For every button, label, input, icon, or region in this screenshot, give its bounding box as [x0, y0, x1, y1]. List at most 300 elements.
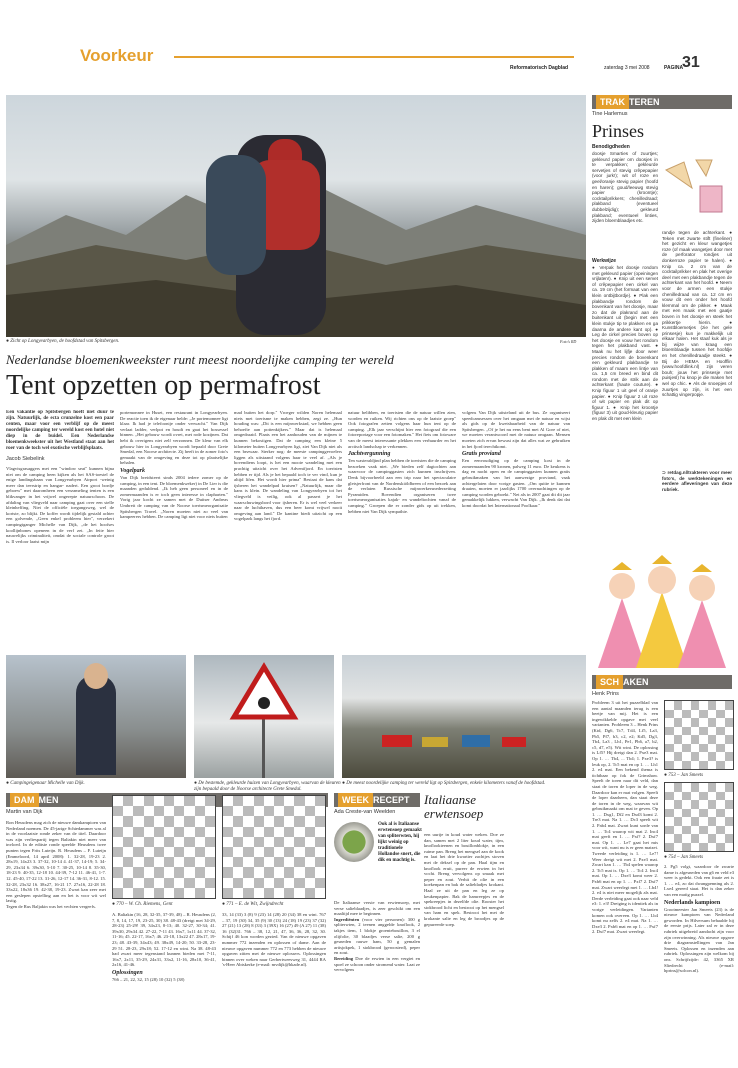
board-square: [133, 816, 143, 826]
board-square: [708, 752, 717, 761]
board-square: [691, 718, 700, 727]
board-square: [699, 718, 708, 727]
board-square: [665, 735, 674, 744]
board-square: [716, 817, 725, 826]
dammen-text-2: Tegen de Rus Baljakin was het vechten vergeefs.: [6, 903, 96, 909]
board-square: [184, 827, 194, 837]
board-square: [133, 867, 143, 877]
weekrecept-intro: De Italiaanse versie van erwtensoep, met verse salieblaadjes, is zeer geschikt om een maaltijd mee te beginnen.: [334, 900, 420, 917]
benodigdheden-text: doosje Smarties of zuurtjes; gekleurd papier om doosjes in te verpakken; gekleurde servetjes of stevig crêpepapier (voor jurk!); wit of roze en geel/oranje stevig papier (hoofd en haren); goud/leeuwg stevig papier (kroontje); cocktailprikkers; chenilledraad; plakband (eventueel dubbelzijdig); gekleurd plakband; eventueel linties, zijden bloemblaadjes etc.: [592, 151, 658, 224]
article-body-4b: Ten wasteraldjind plan hebben de toeristen die de camping bezoeken vaak niet. „We bieden zelf dagtochten aan waarvoor de campinggasten zich kunnen inschrijven. Denk bijvoorbeeld aan een trip naar het spectaculaire gletsjerfront van de Nordenskiöldbreen of een bezoek aan de verlaten Russische mijnwerkersnederzetting Pyramiden. Bovendien organiseren twee toerismeorganisaties kajak- en wandeltochten vanaf de camping." Groepen die er zonder gids op uit trekken, hebben niet Van Dijk sympathie.: [348, 458, 456, 514]
board-square: [691, 735, 700, 744]
board-square: [133, 878, 143, 888]
board-square: [305, 796, 315, 806]
board-square: [154, 796, 164, 806]
board-square: [233, 816, 243, 826]
board-square: [315, 816, 325, 826]
board-square: [315, 827, 325, 837]
board-square: [223, 888, 233, 898]
board-square: [699, 834, 708, 843]
board-square: [174, 837, 184, 847]
board-square: [305, 827, 315, 837]
board-square: [164, 806, 174, 816]
dammen-header: DAM MEN: [6, 793, 328, 807]
board-square: [674, 826, 683, 835]
board-square: [133, 837, 143, 847]
board-square: [254, 867, 264, 877]
board-square: [716, 744, 725, 753]
board-square: [233, 847, 243, 857]
board-square: [144, 806, 154, 816]
board-square: [716, 800, 725, 809]
trakteren-link[interactable]: ⊃ retdag.nl/trakteren voor meer foto's, de werktekeningen en eerdere afleveringen van deze rubriek.: [662, 470, 732, 492]
board-square: [315, 888, 325, 898]
board-square: [113, 867, 123, 877]
board-square: [725, 735, 734, 744]
board-square: [294, 878, 304, 888]
draughts-diagram-2-label: ● 771 – E. de Wit, Zwijndrecht: [222, 902, 284, 907]
board-square: [223, 878, 233, 888]
board-square: [691, 809, 700, 818]
board-square: [184, 867, 194, 877]
board-square: [164, 816, 174, 826]
werkwijze-text-2: randje tegen de achterkant. ● Teken met zwarte stift (fineliner) het gezicht en kleur wangetjes roze (of maak wangetjes door met de perforator rondjes uit donkerroze papier te halen). ● Knip ca. 2 cm van de cocktailprikker en plak het overige deel met een plakbandje tegen de achterkant van het hoofd. ● Neem voor de armen een stukje chenilledraad van ca. 12 cm en vouw dit een onder het hoofd klemmal om de pikker. ● Maak met een maak met een gaatje boven in het doosje en steek het prikkertje hierin. ● Kunstbloemetjes (zie het gele prinsesje) kun je makkelijk uit elkaar halen. Het staaf kuk als je bij wijze van kraag een bloemblaadje tussen het hoofdje en het chenilledraadje steekt. ● Bij de HEMA en Hoofflin (www.hoofdlink.nl) zijn veren bouh; jouw het prinsesje met puisjesl) hu knop je die maken het wel op chic. ● Als de snoepjes of zuurtjes op zijn, is het een schattig vingerpopje.: [662, 230, 732, 398]
board-square: [708, 843, 717, 852]
board-square: [164, 878, 174, 888]
board-square: [274, 888, 284, 898]
board-square: [674, 834, 683, 843]
board-square: [113, 857, 123, 867]
board-square: [682, 843, 691, 852]
board-square: [682, 817, 691, 826]
board-square: [164, 837, 174, 847]
board-square: [294, 847, 304, 857]
board-square: [233, 837, 243, 847]
board-square: [223, 796, 233, 806]
board-square: [144, 847, 154, 857]
article-headline: Tent opzetten op permafrost: [6, 370, 321, 401]
board-square: [205, 816, 215, 826]
board-square: [254, 827, 264, 837]
board-square: [682, 718, 691, 727]
board-square: [144, 837, 154, 847]
board-square: [682, 809, 691, 818]
board-square: [716, 809, 725, 818]
board-square: [665, 701, 674, 710]
board-square: [691, 783, 700, 792]
board-square: [243, 888, 253, 898]
board-square: [691, 826, 700, 835]
board-square: [674, 752, 683, 761]
board-square: [674, 718, 683, 727]
board-square: [708, 727, 717, 736]
board-square: [154, 816, 164, 826]
board-square: [665, 761, 674, 770]
board-square: [284, 867, 294, 877]
board-square: [725, 843, 734, 852]
board-square: [233, 857, 243, 867]
subhead-jacht: Jachtvergunning: [348, 451, 391, 458]
board-square: [708, 744, 717, 753]
article-col-4: [348, 410, 456, 650]
board-square: [184, 878, 194, 888]
board-square: [164, 857, 174, 867]
board-square: [665, 727, 674, 736]
board-square: [154, 867, 164, 877]
trakteren-header: TRAK TEREN: [592, 95, 732, 109]
board-square: [682, 826, 691, 835]
bereiding-head: Bereiding: [334, 955, 354, 961]
board-square: [243, 827, 253, 837]
board-square: [708, 783, 717, 792]
board-square: [725, 783, 734, 792]
board-square: [682, 701, 691, 710]
trakteren-author: Tine Harlemus: [592, 111, 628, 117]
board-square: [113, 878, 123, 888]
board-square: [274, 816, 284, 826]
board-square: [674, 792, 683, 801]
board-square: [674, 744, 683, 753]
board-square: [184, 796, 194, 806]
board-square: [284, 847, 294, 857]
board-square: [716, 834, 725, 843]
article-body-1: Vlagvisgrasaggers met een "window seat" kunnen bijna niet om de camping heen kijken als het SAS-toestel de enige landingsbaan van Longyearbyen Airport -weinig meer dan teerstrip en hangar- nadert. Een groot bordje geboew" met daaromheen een verzameling tenten is een blikvanger in het vrijwel ongerepte natuurschoon. De afdaling van vliegveld naar camping gaat over een stelle kleinheffing. Niet de officiële toegangsweg, wel de kortste, zo blijkt. De koffer wordt tijdelijk gestald achter een golvende, „Geen enkel probleem hier", verzekert campingiganger Michelle van Dijk, „de het hoofses koollijnbones openeen in de verf zet. „In feite hier nauwelijks criminaliteit, omdat de sociale controle groot is. Il verloor laatst mijn: [6, 466, 114, 544]
board-square: [674, 817, 683, 826]
board-square: [223, 816, 233, 826]
board-square: [205, 867, 215, 877]
board-square: [708, 761, 717, 770]
trakteren-title: Prinses: [592, 121, 645, 141]
board-square: [144, 857, 154, 867]
board-square: [243, 847, 253, 857]
board-square: [674, 783, 683, 792]
board-square: [184, 857, 194, 867]
board-square: [223, 857, 233, 867]
article-col-3: mad buiten het dorp." Vroeger wilden Noren helemaal niets met toerisme te maken hebben, zegt ze. „Hun houding was: „Dit is een mijnwerkstad, we hebben geen behoefte aan pottenkijkers." Maar dat is helemaal omgedraaid. Plaats een het aanhouden van de mijnen te kunnen bekostigen. Dat de camping een kleine 5 kilometer buiten Longyearbyen ligt, ziet Van Dijk niet als een bezwaar. Sterker nog: de meeste campinggevoelers liggen als uitstaand volgens haar te veel af. „Als je bovendiens loopt, is het een mooie wandeling met een prachtig uitzicht over het Adventfjord. En toeristen hebben er tijd. Als je het bepaald toch te ver vind, kun je altijd lifen. Het wordt hier prima" Bestaat de kans dat ijsberen het wandelpad kruisen? „Natuurlijk, maar die kans is klein. De wandeling van Longyearbyen tot het vliegveld is veilig, ook al passert je het waarschuwingsbord voor ijsberen. Er is wel veel verkeer naar de luchthaven, dus een beer komt vrijwel nooit omgeving aan land." De kantine biedt uitzicht op een vogelpark langs het fjord.: [234, 410, 342, 522]
board-square: [699, 792, 708, 801]
dammen-author: Martin van Dijk: [6, 809, 43, 815]
chess-diagram-1: [664, 700, 734, 770]
board-square: [274, 827, 284, 837]
board-square: [243, 867, 253, 877]
board-square: [691, 834, 700, 843]
dammen-col-1: [6, 820, 106, 1065]
board-square: [725, 826, 734, 835]
board-square: [144, 816, 154, 826]
board-square: [164, 827, 174, 837]
board-square: [195, 867, 205, 877]
board-square: [682, 761, 691, 770]
board-square: [223, 806, 233, 816]
board-square: [305, 837, 315, 847]
board-square: [294, 806, 304, 816]
board-square: [154, 837, 164, 847]
board-square: [123, 816, 133, 826]
board-square: [682, 727, 691, 736]
board-square: [305, 847, 315, 857]
dammen-col-2: [112, 912, 216, 1065]
board-square: [674, 809, 683, 818]
main-photo: [6, 95, 586, 337]
board-square: [205, 837, 215, 847]
board-square: [716, 735, 725, 744]
article-body-2: portemonnee in Huset, een restaurant in Longyearbyen. De reactie toen ik de eigenaar belde: „Je portemonnee ligt klaar. Ik had je telefoonije onder verwacht." Van Dijk verlaat ladder, verlpot en houdt en gaat het bossessel binnen. „Het gebouw wordt ovret, met rode kozijnen. Dat hebt ik overigens niet zelf verzonnen. De kleur van elk gebouw hier in Longyearbyen wordt bepaald door Grete Smedal, een Noorse architecte. Zij heeft in de zomer foto's gemaakt van de omgeving en deze tot op plaatselijke behalen.: [120, 410, 228, 466]
board-square: [223, 827, 233, 837]
board-square: [284, 878, 294, 888]
weekrecept-header: WEEK RECEPT: [334, 793, 420, 807]
board-square: [264, 867, 274, 877]
board-square: [274, 847, 284, 857]
board-square: [682, 752, 691, 761]
schaken-text-3: Grootmeester Jan Smeets (23) is de nieuwe kampioen van Nederland geworden. In Hilversum behaalde hij de eerste prijs. Later zal er in deze rubriek uitgebreid aandacht zijn voor zijn overwinning. Als nieuwe opgave drie diagramstellingen van Jan Smeets. Oplossen en inzenden aan rubriek. Oplossingen zijn welkom bij ons. Schrijfzijde: 42, 3365 XR Sliedrecht (e-mail: hprins@solcon.nl).: [664, 906, 734, 974]
board-square: [294, 857, 304, 867]
board-square: [154, 827, 164, 837]
board-square: [254, 878, 264, 888]
board-square: [195, 847, 205, 857]
board-square: [708, 735, 717, 744]
board-square: [154, 806, 164, 816]
newspaper-name: Reformatorisch Dagblad: [510, 65, 569, 71]
board-square: [243, 878, 253, 888]
board-square: [174, 867, 184, 877]
dammen-text: Ron Heusdens mag zich de nieuwe damkampioen van Nederland noemen. De 45-jarige Schiedammer was al in de voorlaatste ronde zeker van de titel. Daardoor was zijn verliespartij tegen Baliakin niet meer van invloed. In de editste ronde speelde Heusdens twee punten tegen Frits Luteijn. R. Heusdens – F. Luteijn (Emmeloord, 14 april 2008): 1. 32-28, 19-23 2. 28x19, 14x23 3. 37-32, 10-14 4. 41-37, 14-19; 5. 34-29, 23x34 6. 39x30, 5-10 7. 30-25, 10-14 8. 35-30, 18-23 9. 40-35, 12-18 10. 44-39, 7-12 11. 46-41, 1-7. 12. 45-40, 17-22 13. 31-26, 12-17 14. 36-31, 8-12. 15. 32-28, 23x32 16. 38x27, 16-21 17. 27x16, 22-28 18. 33x22, 18x36 19. 42-38, 19-23. Zwart kan zeer met een geslepen opstelling aan en het is voor wit wel lastig.: [6, 820, 106, 904]
board-square: [682, 792, 691, 801]
dammen-col-3: 33, 14 (33) 3 (8) 9 (23) 14 (28) 20 (34) 38 en wint. 767 – 37, 19 (30) 34, 35 (9) 30 (13) 24 (18) 19 (23) 37 (32) 27 (21) 13 (28) 8 (33) 3 (39X) 16 (27) 49 (A 27) 11 (38) 16 (32)31. 766 – 38, 12, 21, 47, 36, 36, 28, 32, 30. Schijf 46 kon worden gezied. Van de nieuwe opgaven nummer 772 inzenden en oplossen of dame. Aan de nieuwe opgaven nummer 772 en 773 hebben de nieuwe opgaven zitten met de nieuwe oplossers. Oplossingen binnen over weken naar Gerbertweesweg 31, 4444 RA 's-Heer Abtskerke (e-mail: mvdijk@hkade.nl).: [222, 912, 326, 968]
board-square: [699, 744, 708, 753]
board-square: [708, 718, 717, 727]
article-col-1: [6, 410, 114, 650]
warning-sign-icon: [194, 655, 334, 778]
board-square: [665, 809, 674, 818]
board-square: [174, 806, 184, 816]
board-square: [174, 847, 184, 857]
board-square: [264, 796, 274, 806]
board-square: [243, 816, 253, 826]
board-square: [123, 888, 133, 898]
ingredienten-head: Ingrediënten: [334, 916, 360, 922]
board-square: [254, 816, 264, 826]
schaken-author: Henk Prins: [592, 691, 619, 697]
board-square: [264, 806, 274, 816]
subhead-oplossingen: Oplossingen: [112, 969, 143, 976]
board-square: [294, 796, 304, 806]
board-square: [691, 792, 700, 801]
article-col-2: [120, 410, 228, 650]
board-square: [284, 816, 294, 826]
photo-sign: [194, 655, 334, 778]
board-square: [254, 806, 264, 816]
board-square: [315, 806, 325, 816]
mountain-landscape-image: [6, 95, 586, 337]
page-number: 31: [682, 54, 700, 71]
board-square: [133, 847, 143, 857]
werkwijze-text: ● Verpak het doosje rondom met gekleurd papier (opeiningen vrijlaten!). ● Knip uit een servet of crêpepapier een cirkel van ca. 19 cm (het formaat van een klein ontbijtbordje). ● Plak een plakbandje rondom de bovenkant van het doosje, maar zo dat de plakrand aan de buitenkant uit (begin met een klein stukje tip te plakken en ga daarna de andere kant op). ● Leg de cirkel precies boven op het doosje en vouw het rondom tegen het plakband vast. ● Maak nu het lijfje door weer precies rondom de bovenkant een gekleurd plakbandje te plakken of maam een lintje van ca. 1,5 cm breed en bind dit rondom met de strik aan de achterkant (haute couture). ● Knip figuur 1 uit geel of oranje papier. ● Knip figuur 2 uit roze of wit papier en plak dit op figuur 1. ● Knip het kroontje (figuur 3) uit goud-kleurig papier en plak dit met een klein: [592, 265, 658, 422]
board-square: [274, 837, 284, 847]
board-square: [665, 826, 674, 835]
board-square: [665, 752, 674, 761]
board-square: [665, 792, 674, 801]
board-square: [725, 727, 734, 736]
board-square: [133, 827, 143, 837]
board-square: [133, 806, 143, 816]
board-square: [254, 888, 264, 898]
chess-diagram-2-label: ● 754 – Jan Smeets: [664, 855, 704, 860]
board-square: [133, 888, 143, 898]
board-square: [113, 827, 123, 837]
photo-caption-3: ● De meest noordelijke camping ter wereld ligt op Spitsbergen, enkele kilometers vanaf de hoofdstad.: [342, 781, 546, 786]
board-square: [174, 878, 184, 888]
board-square: [699, 710, 708, 719]
board-square: [674, 701, 683, 710]
weekrecept-col-2: een uurtje in koud water weken. Doe ze dan, samen met 2 liter koud water, tijm, knoflookteenen en bouillonblokje, in een ruime pan. Breng het mengsel aan de kook en laat het drie kwartier zachtjes stoven met de deksel op de pan. Haal tijm en knoflook eruit, pureer de erwten in het vocht. Breng vervolgens op smaak met peper en zout. Verhit de olie in een koekenpan en bak de saliebladjes krokant. Haal ze uit de pan en leg ze op keukenpapier. Bak de hamreepjes en de spekreepjes in dezelfde olie. Rooster het stokbrood licht en bestrooi op het mengsel van ham en spek. Bestrooi het met de krokante salie en leg de broodjes op de gepureerde soep.: [424, 832, 504, 927]
schaken-text: Probleem 3 uit het puzzelblad van een aantal maanden terug is een beetje van mij. Het is een ingewikkelde opgave met veel varianten. Probleem 3 – Henk Prins (Ktd, Dg6, Tc7, Td4, Lf5, La3, Pb5, Pf7, b3, c2, e2; Kd5, Dg3, Tb4, La3 , Lh1, Pe1, Ph6, a7, b2, c5, d7, e5). Wit wint. De oplossing is Lf5? Hij dreigt dan 2. Pxe3 mat. Op 1. … Tb4, ... Tb4; 1. Pxe3? is leuk op, 2. Tc5 mat en op 1. … Lh1 2. e4 mat. Een bekend thema is tichtbaar op fok de Grimshaw. Speelt de toren naar dit veld, dan staat de toren de loper in de weg. Daardoor kan er mat volgen. Speelt de loper daarheen, dan staat deze de toren in de weg, waarvan wit gebruikmaakt om mat te geven. Op 1. … Dxg1, Df2 en Dxd3 komt 2. Tre3 mat. Na 1. … Dc3 speelt wit 2. Pab4 mat. Zwart kunt sorde van 1. … Tc4 waarop wit mat 2. Inc4 mat geeft en 1. … Pxf? 2. Dxf7 mat. Op 1. … Le7 gaat het mis voor wit, want nu is er geen matzet. Tweede verleiding is 1. … Le7! Weer dreigt wit met 2. Pxe3 mat. Zwart kan 1. … Tb4 spelen waarop 2. Tc5 mat is. Op 1. … Tc4 2. Inc4 mat. Op 1. … Dxe3 komt weer 2. Pxb6 mat en op 1. … Pxf7 2. Dxf7 mat. Zwart weerlegt met 1. … Lb4! 2. e4 is niet meer mogelijk als mat. Derde verleiding gaat ook naar veld e3: 1. e3! Dreiging is identiek als in vorige verleidingen. Varianten komen ook overeen. Op 1. … Lb4 komt nu zelfs 2. e4 mat. Na 1. … Dxe3 2. Pxb6 mat en op 1. … Pxf7 2. Dxf7 mat. Zwart weerlegt.: [592, 700, 658, 935]
board-square: [725, 744, 734, 753]
board-square: [123, 806, 133, 816]
board-square: [294, 816, 304, 826]
photo-caption-2: ● De bestemde, gekleurde huizen van Longyearbyen, waarvan de kleuren zijn bepaald door de Noorse architecte Grete Smedal.: [194, 781, 341, 792]
board-square: [164, 796, 174, 806]
board-square: [716, 783, 725, 792]
princess-drawing: [662, 150, 732, 220]
board-square: [195, 888, 205, 898]
chess-diagram-2: [664, 782, 734, 852]
board-square: [274, 796, 284, 806]
board-square: [725, 761, 734, 770]
masthead-rule: [174, 56, 574, 58]
board-square: [691, 817, 700, 826]
board-square: [195, 857, 205, 867]
board-square: [113, 806, 123, 816]
board-square: [665, 710, 674, 719]
board-square: [144, 827, 154, 837]
board-square: [699, 735, 708, 744]
board-square: [674, 843, 683, 852]
board-square: [284, 806, 294, 816]
masthead: [74, 44, 730, 70]
board-square: [284, 857, 294, 867]
board-square: [716, 718, 725, 727]
board-square: [305, 816, 315, 826]
article-body-4: natuur belibben, en toeristen die de natuur willen zien, worden en ruiken. Wij richten ons op de laatste groep" Ook fotografen zetten volgens haar hun tent op de camping. „Elk jaar verschijnt hier een fotograaf die een fotoreportage voor een fotomaken." Het fiets om fotoware van de meest interessante plekken een verhuurder en het arctisch landschap te verkennen.: [348, 410, 456, 449]
board-square: [716, 826, 725, 835]
photo-camping: [342, 655, 586, 778]
board-square: [665, 783, 674, 792]
board-square: [233, 878, 243, 888]
board-square: [243, 796, 253, 806]
board-square: [294, 827, 304, 837]
board-square: [284, 796, 294, 806]
subhead-gratis: Gratis proviand: [462, 451, 501, 458]
board-square: [264, 878, 274, 888]
board-square: [144, 878, 154, 888]
article-author: Jacob Siebelink: [6, 456, 45, 462]
board-square: [294, 837, 304, 847]
board-square: [682, 834, 691, 843]
board-square: [665, 800, 674, 809]
board-square: [699, 800, 708, 809]
board-square: [184, 837, 194, 847]
board-square: [665, 718, 674, 727]
board-square: [233, 806, 243, 816]
board-square: [205, 847, 215, 857]
chess-diagram-1-label: ● 753 – Jan Smeets: [664, 773, 704, 778]
board-square: [682, 710, 691, 719]
board-square: [123, 847, 133, 857]
board-square: [305, 867, 315, 877]
board-square: [725, 710, 734, 719]
board-square: [699, 701, 708, 710]
board-square: [264, 847, 274, 857]
board-square: [708, 817, 717, 826]
board-square: [699, 817, 708, 826]
draughts-diagram-1-label: ● 770 – W. Ch. Riemens, Gent: [112, 902, 173, 907]
weekrecept-pull-quote: Ook al is Italiaanse erwtensoep gemaakt van spliterwten, hij lijkt weinig op traditionele Hollandse snert, die dik en machtig is.: [378, 822, 422, 863]
board-square: [708, 792, 717, 801]
board-square: [184, 888, 194, 898]
board-square: [699, 783, 708, 792]
board-square: [113, 816, 123, 826]
subhead-vogelpark: Vogelpark: [120, 467, 146, 474]
board-square: [682, 783, 691, 792]
board-square: [691, 701, 700, 710]
article-body-5: volgens Van Dijk uitsteland uit de bus. Ze organiseert speedcamsessen over het omgaan met de natuur en wijst als gids op de kwetsbaarheid van de natuur van Spitsbergen. „Of je het nu eens bent met Al Gore of niet, we moeten verantwoord met de natuur omgaan. Mensen moeten zich ervan bewust zijn dat alles wat ze gebruiken in het fjord terechtkomt.: [462, 410, 570, 449]
board-square: [716, 792, 725, 801]
board-square: [691, 752, 700, 761]
board-square: [708, 800, 717, 809]
board-square: [174, 816, 184, 826]
board-square: [243, 837, 253, 847]
board-square: [195, 837, 205, 847]
board-square: [274, 806, 284, 816]
board-square: [123, 796, 133, 806]
board-square: [665, 843, 674, 852]
board-square: [154, 888, 164, 898]
board-square: [716, 727, 725, 736]
board-square: [682, 800, 691, 809]
board-square: [233, 867, 243, 877]
board-square: [274, 867, 284, 877]
board-square: [164, 888, 174, 898]
board-square: [699, 752, 708, 761]
board-square: [133, 796, 143, 806]
board-square: [682, 735, 691, 744]
board-square: [123, 857, 133, 867]
board-square: [205, 827, 215, 837]
board-square: [123, 878, 133, 888]
board-square: [254, 837, 264, 847]
board-square: [164, 847, 174, 857]
board-square: [274, 878, 284, 888]
board-square: [264, 827, 274, 837]
dammen-col-a2: 766 – 21, 22, 32, 15 (28) 10 (32) 5 (38): [112, 976, 185, 982]
board-square: [708, 826, 717, 835]
board-square: [716, 710, 725, 719]
board-square: [691, 744, 700, 753]
board-square: [725, 701, 734, 710]
board-square: [305, 806, 315, 816]
board-square: [254, 796, 264, 806]
board-square: [305, 857, 315, 867]
board-square: [716, 701, 725, 710]
article-kicker: Nederlandse bloemenkweekster runt meest noordelijke camping ter wereld: [6, 352, 394, 367]
board-square: [223, 867, 233, 877]
board-square: [264, 888, 274, 898]
soup-photo: [334, 822, 374, 862]
board-square: [674, 800, 683, 809]
board-square: [264, 816, 274, 826]
board-square: [305, 878, 315, 888]
article-lead: Een vakantie op Spitsbergen hoeft niet duur te zijn. Natuurlijk, de ecta crunzelne kost een paar centen, maar voor een verblijf op de meest noordelijke camping ter wereld kost een hotel niet diep in de buidel. Een Nederlandse bloemenkweekster uit het Westland staat aan het roer van de toch wel exotische verblijfsplaats.: [6, 410, 114, 451]
